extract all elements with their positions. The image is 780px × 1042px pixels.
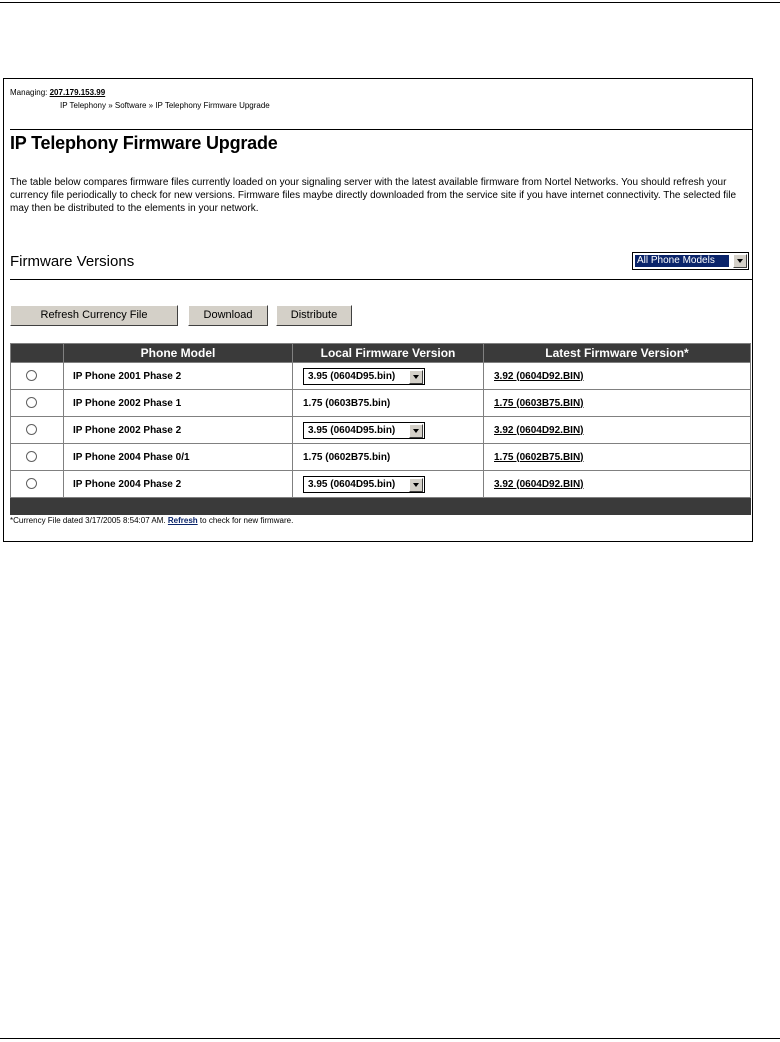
row-radio-button[interactable]: [26, 397, 37, 408]
column-header-select: [11, 344, 64, 363]
chevron-down-icon[interactable]: [409, 478, 423, 492]
table-row: [11, 444, 751, 471]
distribute-button[interactable]: Distribute: [276, 305, 352, 326]
local-version-select[interactable]: [303, 476, 425, 493]
table-footer-bar: [11, 498, 751, 515]
phone-model-cell: IP Phone 2002 Phase 1: [64, 390, 293, 417]
latest-version-link[interactable]: 3.92 (0604D92.BIN): [494, 370, 584, 382]
page-description: The table below compares firmware files currently loaded on your signaling server with the latest available firmware from Nortel Networks. You should refresh your currency file periodically to check for new versions. Firmware files maybe directly downloaded from the service site if you have internet connectivity. The selected file may then be distributed to the elements in your network.: [10, 177, 737, 214]
row-radio-button[interactable]: [26, 478, 37, 489]
refresh-currency-file-button[interactable]: Refresh Currency File: [10, 305, 178, 326]
local-version-value: 3.95 (0604D95.bin): [308, 370, 396, 382]
table-row: [11, 390, 751, 417]
table-header-row: [11, 344, 751, 363]
column-header-local-version: Local Firmware Version: [293, 344, 484, 363]
currency-file-note: [10, 516, 293, 525]
latest-version-link[interactable]: 3.92 (0604D92.BIN): [494, 478, 584, 490]
section-title: Firmware Versions: [10, 253, 135, 270]
local-version-value: 3.95 (0604D95.bin): [308, 424, 396, 436]
phone-model-filter-select[interactable]: [632, 252, 749, 270]
local-version-text: 1.75 (0603B75.bin): [293, 390, 484, 417]
phone-model-filter-value: All Phone Models: [635, 255, 729, 267]
managing-line: [10, 88, 105, 97]
chevron-down-icon[interactable]: [409, 424, 423, 438]
row-radio-button[interactable]: [26, 424, 37, 435]
breadcrumb: IP Telephony » Software » IP Telephony Firmware Upgrade: [60, 101, 270, 110]
table-row: [11, 363, 751, 390]
table-row: [11, 417, 751, 444]
page-bottom-rule: [0, 1038, 780, 1039]
column-header-latest-version: Latest Firmware Version*: [484, 344, 751, 363]
managing-ip-link[interactable]: 207.179.153.99: [49, 88, 106, 97]
local-version-select[interactable]: [303, 368, 425, 385]
row-radio-button[interactable]: [26, 370, 37, 381]
local-version-value: 3.95 (0604D95.bin): [308, 478, 396, 490]
title-divider: [10, 129, 752, 130]
phone-model-cell: IP Phone 2002 Phase 2: [64, 417, 293, 444]
chevron-down-icon[interactable]: [409, 370, 423, 384]
download-button[interactable]: Download: [188, 305, 268, 326]
latest-version-link[interactable]: 3.92 (0604D92.BIN): [494, 424, 584, 436]
managing-label: Managing:: [10, 88, 48, 97]
phone-model-cell: IP Phone 2001 Phase 2: [64, 363, 293, 390]
table-row: [11, 471, 751, 498]
section-divider: [10, 279, 752, 280]
latest-version-link[interactable]: 1.75 (0602B75.BIN): [494, 451, 584, 463]
currency-note-prefix: *Currency File dated 3/17/2005 8:54:07 AM.: [10, 516, 166, 525]
refresh-link[interactable]: Refresh: [167, 516, 198, 525]
page-top-rule: [0, 2, 780, 3]
column-header-phone-model: Phone Model: [64, 344, 293, 363]
phone-model-cell: IP Phone 2004 Phase 2: [64, 471, 293, 498]
firmware-table: [10, 343, 751, 515]
latest-version-link[interactable]: 1.75 (0603B75.BIN): [494, 397, 584, 409]
chevron-down-icon[interactable]: [733, 254, 747, 268]
currency-note-suffix: to check for new firmware.: [199, 516, 294, 525]
page-title: IP Telephony Firmware Upgrade: [10, 133, 278, 153]
local-version-text: 1.75 (0602B75.bin): [293, 444, 484, 471]
screenshot-frame: [3, 78, 753, 542]
local-version-select[interactable]: [303, 422, 425, 439]
phone-model-cell: IP Phone 2004 Phase 0/1: [64, 444, 293, 471]
row-radio-button[interactable]: [26, 451, 37, 462]
